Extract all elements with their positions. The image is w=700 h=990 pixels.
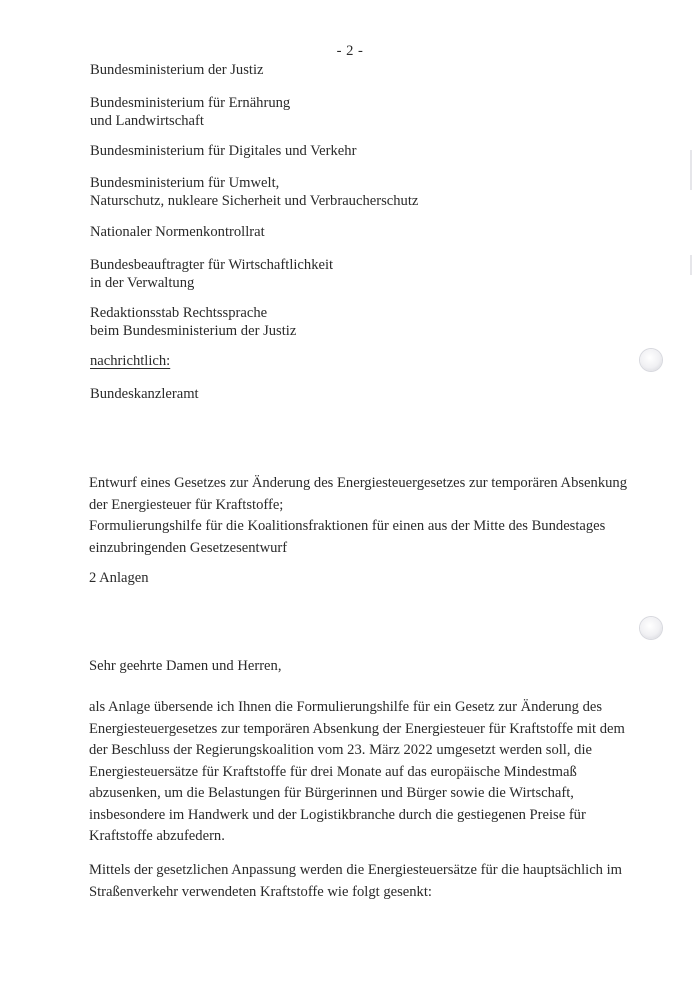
body-paragraph-1 [89, 697, 625, 848]
recipient-transport-ministry [90, 143, 356, 161]
recipient-federal-commissioner [90, 257, 333, 292]
body-paragraph-2 [89, 860, 622, 903]
subject-line: einzubringenden Gesetzesentwurf [89, 539, 288, 556]
recipient-editorial-staff [90, 305, 296, 340]
recipient-line: Bundesbeauftragter für Wirtschaftlichkeit [90, 257, 334, 273]
page-number: - 2 - [336, 43, 364, 59]
paragraph-line: Mittels der gesetzlichen Anpassung werden die Energiesteuersätze für die hauptsächlich im [89, 862, 623, 878]
paragraph-line: Kraftstoffe abzufedern. [89, 828, 225, 844]
recipient-line: Redaktionsstab Rechtssprache [90, 305, 268, 321]
attachments-note: 2 Anlagen [89, 570, 149, 586]
salutation: Sehr geehrte Damen und Herren, [89, 658, 282, 674]
recipient-line: Naturschutz, nukleare Sicherheit und Verbraucherschutz [90, 192, 419, 209]
recipient-line: in der Verwaltung [90, 274, 195, 291]
subject [89, 473, 627, 559]
punch-hole-bottom [640, 617, 662, 639]
paragraph-line: Energiesteuersätze für Kraftstoffe für drei Monate auf das europäische Mindestmaß [89, 763, 577, 780]
scan-edge-mark [690, 255, 692, 275]
subject-line: Formulierungshilfe für die Koalitionsfraktionen für einen aus der Mitte des Bundestages [89, 518, 606, 534]
recipient-line: Bundesministerium der Justiz [90, 62, 264, 78]
subject-line: der Energiesteuer für Kraftstoffe; [89, 496, 284, 513]
recipient-normenkontrollrat [90, 224, 265, 242]
punch-hole-top [640, 349, 662, 371]
recipient-line: Bundesministerium für Ernährung [90, 95, 291, 111]
recipient-environment-ministry [90, 175, 418, 210]
recipient-justice-ministry [90, 62, 264, 80]
paragraph-line: als Anlage übersende ich Ihnen die Formulierungshilfe für ein Gesetz zur Änderung des [89, 699, 603, 715]
paragraph-line: abzusenken, um die Belastungen für Bürgerinnen und Bürger sowie die Wirtschaft, [89, 785, 574, 801]
scan-edge-mark [690, 150, 692, 190]
recipient-line: Bundesministerium für Umwelt, [90, 175, 280, 191]
recipient-agriculture-ministry [90, 95, 290, 130]
cc-recipient: Bundeskanzleramt [90, 386, 199, 402]
recipient-line: Bundesministerium für Digitales und Verkehr [90, 143, 357, 159]
cc-label: nachrichtlich: [90, 353, 171, 369]
recipient-line: und Landwirtschaft [90, 112, 204, 129]
paragraph-line: der Beschluss der Regierungskoalition vom 23. März 2022 umgesetzt werden soll, die [89, 742, 592, 758]
paragraph-line: insbesondere im Handwerk und der Logistikbranche durch die gestiegenen Preise für [89, 806, 586, 823]
subject-line: Entwurf eines Gesetzes zur Änderung des Energiesteuergesetzes zur temporären Absenkung [89, 475, 628, 491]
paragraph-line: Straßenverkehr verwendeten Kraftstoffe wie folgt gesenkt: [89, 883, 432, 900]
paragraph-line: Energiesteuergesetzes zur temporären Absenkung der Energiesteuer für Kraftstoffe mit dem [89, 720, 625, 737]
recipient-line: beim Bundesministerium der Justiz [90, 322, 297, 339]
recipient-line: Nationaler Normenkontrollrat [90, 224, 265, 240]
